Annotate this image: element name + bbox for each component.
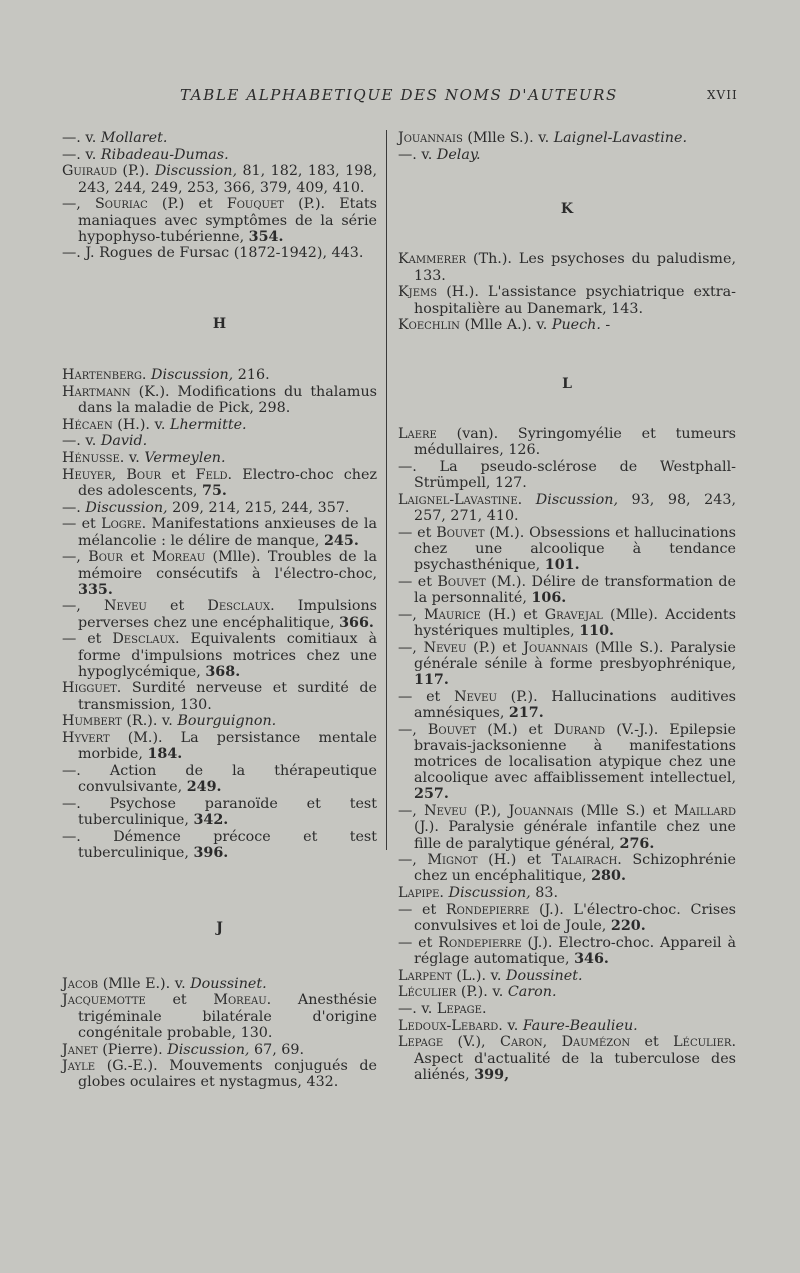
entry-text: 280.	[591, 868, 626, 885]
entry-text: Higguet.	[62, 680, 122, 697]
index-entry	[62, 130, 377, 146]
entry-text: — et	[398, 901, 446, 918]
index-entry	[62, 500, 377, 516]
entry-text: Impulsions perverses chez une encéphalitique,	[78, 598, 377, 631]
entry-text: —,	[62, 549, 89, 566]
index-entry	[62, 763, 377, 795]
entry-text: (V.),	[443, 1034, 500, 1051]
entry-text: Fouquet	[226, 196, 284, 213]
index-entry	[62, 196, 377, 245]
entry-text: —,	[398, 803, 425, 820]
entry-text: Equivalents comitiaux à forme d'impulsions motrices chez une hypoglycémique,	[78, 631, 377, 680]
index-entry	[62, 631, 377, 680]
entries-j-continued	[398, 130, 736, 163]
entry-text: 346.	[574, 950, 609, 967]
entry-text: — et	[62, 631, 113, 648]
index-entry	[62, 598, 377, 630]
entry-text: Desclaux.	[112, 631, 180, 648]
index-entry	[398, 251, 736, 283]
left-column	[62, 130, 377, 1091]
entry-text: — et	[398, 934, 439, 951]
entry-text: —,	[398, 852, 428, 869]
right-column	[398, 130, 736, 1084]
index-entry	[398, 459, 736, 491]
entry-text: 342.	[193, 812, 229, 829]
column-divider	[386, 130, 387, 850]
entry-text: 396.	[193, 845, 229, 862]
entry-text: —. v.	[62, 146, 101, 163]
entry-text: Larpent	[398, 967, 452, 984]
index-entry	[398, 607, 736, 639]
entry-text: Maillard	[674, 803, 736, 820]
entry-text: 83.	[530, 885, 559, 902]
entry-text: (L.). v.	[451, 967, 507, 984]
entry-text: — et	[398, 573, 438, 590]
entry-text: Neveu	[104, 598, 147, 615]
entries-j	[62, 976, 377, 1091]
entry-text: 106.	[531, 589, 567, 606]
entry-text: Hyvert	[62, 730, 110, 747]
entry-text: Talairach.	[551, 852, 622, 869]
index-entry	[62, 680, 377, 712]
entry-text: Kammerer	[398, 251, 467, 268]
entry-text: (Th.). Les psychoses du paludisme, 133.	[414, 251, 736, 284]
entry-text: —. v.	[62, 130, 101, 146]
entry-text: —. Démence précoce et test tuberculinique,	[62, 828, 377, 862]
index-entry	[62, 433, 377, 449]
index-entry	[398, 1018, 736, 1034]
entry-text: Daumézon	[561, 1034, 631, 1051]
entry-text: Laignel-Lavastine.	[398, 491, 523, 508]
entry-text: (K.). Modifications du thalamus dans la maladie de Pick, 298.	[78, 383, 377, 417]
entry-text: Doussinet.	[190, 975, 267, 992]
entry-text: Anesthésie trigéminale bilatérale d'origine congénitale probable, 130.	[78, 992, 377, 1041]
entry-text: v.	[502, 1017, 523, 1034]
entry-text: -	[600, 317, 611, 334]
entry-text: (Mlle E.). v.	[98, 975, 191, 992]
entry-text: 101.	[544, 557, 580, 574]
entries-g	[62, 130, 377, 262]
index-entry	[62, 976, 377, 992]
running-head	[0, 86, 800, 110]
page-title: TABLE ALPHABETIQUE DES NOMS D'AUTEURS	[180, 86, 618, 104]
entry-text: Lepage	[398, 1034, 444, 1051]
entry-text: Mignot	[427, 852, 478, 869]
entry-text: Faure-Beaulieu.	[522, 1017, 638, 1034]
entry-text: (M.) et	[476, 721, 554, 738]
index-entry	[62, 467, 377, 499]
entry-text: (M.). Obsessions et hallucinations chez une alcoolique à tendance psychasthénique,	[414, 524, 736, 574]
index-entry	[398, 689, 736, 721]
index-entry	[398, 935, 736, 967]
entry-text: — et	[398, 524, 437, 541]
entry-text: v.	[124, 450, 145, 467]
entry-text: Léculier	[398, 984, 457, 1001]
entry-text: Humbert	[62, 713, 122, 730]
entry-text: (M.). Délire de transformation de la personnalité,	[414, 573, 736, 606]
entry-text: et	[122, 549, 152, 566]
index-entry	[398, 525, 736, 574]
entry-text: Bour	[126, 466, 162, 483]
entry-text: (Mlle A.). v.	[459, 317, 552, 334]
entry-text: Lhermitte.	[169, 416, 247, 433]
entry-text: 217.	[508, 704, 544, 721]
entry-text: Hénusse.	[62, 450, 125, 467]
entry-text: —.	[62, 499, 86, 516]
entry-text: 276.	[619, 835, 655, 852]
entry-text: (J.). Paralysie générale infantile chez une fille de paralytique général,	[414, 819, 736, 852]
entry-text: Jouannais	[508, 803, 574, 820]
entry-text: ,	[542, 1034, 562, 1051]
entry-text: Rondepierre	[438, 934, 522, 951]
entry-text: Jouannais	[398, 130, 463, 146]
entry-text: Laignel-Lavastine.	[553, 130, 687, 146]
entry-text: et	[161, 466, 196, 483]
entry-text: (P.). Hallucinations auditives amnésiques,	[414, 688, 737, 721]
entry-text: Manifestations anxieuses de la mélancolie : le délire de manque,	[78, 516, 377, 549]
index-entry	[398, 147, 736, 163]
entry-text: —. v.	[398, 146, 437, 163]
entry-text: 110.	[579, 622, 615, 639]
entry-text: —,	[62, 598, 105, 615]
entry-text: et	[145, 992, 214, 1009]
index-entry	[62, 1058, 377, 1090]
entry-text: Kjems	[398, 284, 438, 301]
entry-text: Jacquemotte	[62, 992, 146, 1009]
index-entry	[398, 640, 736, 689]
entry-text: Hartmann	[62, 383, 131, 400]
entry-text: Léculier.	[673, 1034, 737, 1051]
index-entry	[62, 992, 377, 1041]
entry-text: Discussion,	[448, 885, 531, 902]
entry-text: 81, 182, 183, 198, 243, 244, 249, 253, 366, 379, 409, 410.	[78, 163, 377, 196]
index-entry	[398, 722, 736, 803]
index-entry	[398, 284, 736, 316]
entry-text: Electro-choc chez des adolescents,	[78, 466, 378, 500]
entry-text: 399,	[474, 1066, 510, 1083]
entry-text: 93, 98, 243, 257, 271, 410.	[414, 491, 736, 524]
entry-text: 209, 214, 215, 244, 357.	[167, 499, 350, 516]
entry-text: —,	[398, 721, 428, 738]
entry-text: (P.) et	[466, 639, 524, 656]
entry-text: (van). Syringomyélie et tumeurs médullaires, 126.	[414, 425, 736, 459]
entry-text: Discussion,	[535, 491, 618, 508]
entry-text: Moreau	[151, 549, 206, 566]
entry-text: et	[630, 1034, 674, 1051]
entry-text: Maurice	[424, 606, 481, 623]
entry-text: (H.). v.	[112, 416, 170, 433]
page-number: XVII	[707, 88, 738, 102]
entry-text: Moreau.	[213, 992, 272, 1009]
entry-text: —. v.	[62, 433, 101, 450]
entry-text: 257.	[414, 786, 449, 803]
entry-text: Bouvet	[436, 524, 485, 541]
entry-text: Bouvet	[427, 721, 477, 738]
entry-text: Doussinet.	[506, 967, 583, 984]
entry-text: 75.	[202, 483, 227, 500]
entry-text: Souriac	[94, 196, 148, 213]
entry-text: Vermeylen.	[144, 450, 226, 467]
entry-text: Discussion,	[151, 367, 234, 384]
section-letter-j: J	[216, 919, 223, 936]
entry-text: Lapipe.	[398, 885, 444, 902]
entry-text: —. Psychose paranoïde et test tuberculinique,	[62, 795, 377, 829]
index-entry	[62, 163, 377, 195]
entry-text: Ledoux-Lebard.	[398, 1017, 503, 1034]
index-entry	[398, 130, 736, 146]
entry-text: Laere	[398, 425, 437, 442]
entry-text: —. Action de la thérapeutique convulsivante,	[62, 763, 377, 796]
entry-text: Aspect d'actualité de la tuberculose des aliénés,	[414, 1050, 736, 1083]
entry-text: Gravejal	[544, 606, 603, 623]
entry-text: (H.) et	[480, 606, 545, 623]
entry-text: Bouvet	[437, 573, 486, 590]
index-entry	[398, 803, 736, 852]
index-entry	[398, 317, 736, 333]
entry-text: 354.	[248, 228, 284, 245]
entry-text: —. La pseudo-sclérose de Westphall-Strümpell, 127.	[398, 458, 736, 492]
index-entry	[62, 450, 377, 466]
entries-h	[62, 367, 377, 861]
entry-text	[522, 492, 536, 508]
index-entry	[398, 1001, 736, 1017]
entry-text: Neveu	[454, 688, 497, 705]
entry-text: (Mlle S.) et	[573, 803, 675, 820]
entry-text: (J.). Electro-choc. Appareil à réglage automatique,	[414, 934, 737, 967]
index-entry	[62, 367, 377, 383]
entry-text: et	[146, 598, 208, 615]
entry-text: (H.) et	[477, 852, 552, 869]
entry-text: Lepage.	[436, 1001, 487, 1018]
index-entry	[398, 902, 736, 934]
entry-text: David.	[100, 433, 148, 450]
entry-text: (V.-J.). Epilepsie bravais-jacksonienne à manifestations motrices de localisation atypique chez une alcoolique avec affaiblissement intellectuel,	[414, 721, 736, 787]
entry-text: —,	[62, 196, 95, 213]
index-entry	[62, 147, 377, 163]
entry-text: 220.	[610, 918, 646, 935]
entry-text: 245.	[323, 532, 359, 549]
index-entry	[62, 829, 377, 861]
entry-text: (J.). L'électro-choc. Crises convulsives et loi de Joule,	[414, 901, 736, 935]
entry-text: Desclaux.	[207, 598, 275, 615]
entry-text: Puech.	[551, 317, 601, 334]
entry-text: (Mlle). Accidents hystériques multiples,	[414, 606, 736, 639]
section-letter-l: L	[562, 375, 572, 392]
entry-text: Guiraud	[62, 163, 117, 180]
index-entry	[62, 384, 377, 416]
index-entry	[62, 713, 377, 729]
entry-text: Janet	[62, 1041, 98, 1058]
index-entry	[62, 516, 377, 548]
index-entry	[62, 730, 377, 762]
entry-text: Mollaret.	[100, 130, 168, 146]
entry-text: (Pierre).	[97, 1041, 168, 1058]
entry-text: (H.). L'assistance psychiatrique extra-hospitalière au Danemark, 143.	[414, 284, 736, 317]
entry-text: —. J. Rogues de Fursac (1872-1942), 443.	[62, 245, 364, 262]
index-entry	[62, 549, 377, 598]
entry-text: 216.	[233, 367, 270, 384]
entry-text: —. v.	[398, 1001, 437, 1018]
entry-text: Surdité nerveuse et surdité de transmission, 130.	[78, 680, 377, 713]
entry-text: Durand	[553, 721, 606, 738]
entry-text: ,	[111, 466, 127, 483]
entry-text: 67, 69.	[249, 1041, 305, 1058]
entry-text: (P.),	[466, 803, 509, 820]
entry-text: Rondepierre	[445, 901, 530, 918]
entry-text: Hécaen	[62, 416, 113, 433]
entry-text: Discussion,	[154, 163, 238, 180]
entry-text: Heuyer	[62, 466, 112, 483]
index-entry	[62, 417, 377, 433]
entry-text: Hartenberg.	[62, 367, 147, 384]
entry-text: Koechlin	[398, 317, 460, 334]
entry-text: Jacob	[62, 975, 99, 992]
entry-text: Caron.	[507, 984, 557, 1001]
index-entry	[398, 1034, 736, 1083]
entry-text: (R.). v.	[121, 713, 178, 730]
index-entry	[398, 885, 736, 901]
entry-text: 184.	[147, 746, 183, 763]
entry-text: 335.	[78, 581, 113, 598]
entry-text: (Mlle S.). v.	[462, 130, 554, 146]
entry-text: (P.) et	[147, 196, 227, 213]
entry-text: — et	[398, 688, 455, 705]
entry-text: —,	[398, 639, 424, 656]
entry-text: — et	[62, 516, 102, 533]
entry-text: 249.	[186, 779, 222, 796]
entry-text: Feld.	[195, 466, 233, 483]
entry-text: (Mlle S.). Paralysie générale sénile à forme presbyophrénique,	[414, 639, 737, 672]
index-entry	[398, 426, 736, 458]
entry-text: Discussion,	[85, 499, 168, 516]
entries-l	[398, 426, 736, 1083]
entry-text: Delay.	[436, 146, 481, 163]
entry-text: Caron	[500, 1034, 543, 1051]
entry-text: Jouannais	[523, 639, 589, 656]
section-letter-h: H	[212, 316, 227, 333]
index-entry	[62, 245, 377, 261]
entry-text: (G.-E.). Mouvements conjugués de globes oculaires et nystagmus, 432.	[78, 1058, 377, 1091]
entry-text: 368.	[205, 663, 241, 680]
entry-text: (Mlle). Troubles de la mémoire consécutifs à l'électro-choc,	[78, 549, 378, 582]
entry-text: Discussion,	[167, 1041, 250, 1058]
entry-text: Bour	[88, 549, 123, 566]
entry-text: Neveu	[424, 803, 467, 820]
entry-text: (P.). Etats maniaques avec symptômes de la série hypophyso-tubérienne,	[78, 196, 377, 245]
entry-text: Logre.	[101, 516, 147, 533]
index-entry	[398, 852, 736, 884]
entries-k	[398, 251, 736, 333]
entry-text: Bourguignon.	[177, 713, 277, 730]
entry-text: Ribadeau-Dumas.	[100, 146, 229, 163]
entry-text: —,	[398, 606, 425, 623]
index-entry	[62, 796, 377, 828]
entry-text: (P.).	[117, 163, 155, 180]
index-entry	[62, 1042, 377, 1058]
section-letter-k: K	[560, 201, 574, 218]
entry-text: 117.	[414, 671, 449, 688]
entry-text: Schizophrénie chez un encéphalitique,	[414, 852, 736, 885]
entry-text: 366.	[339, 614, 374, 631]
index-entry	[398, 984, 736, 1000]
entry-text: (P.). v.	[456, 984, 508, 1001]
index-entry	[398, 574, 736, 606]
entry-text: (M.). La persistance mentale morbide,	[78, 730, 377, 763]
index-entry	[398, 968, 736, 984]
entry-text: Neveu	[423, 639, 467, 656]
entry-text: Jayle	[62, 1058, 96, 1075]
index-entry	[398, 492, 736, 524]
